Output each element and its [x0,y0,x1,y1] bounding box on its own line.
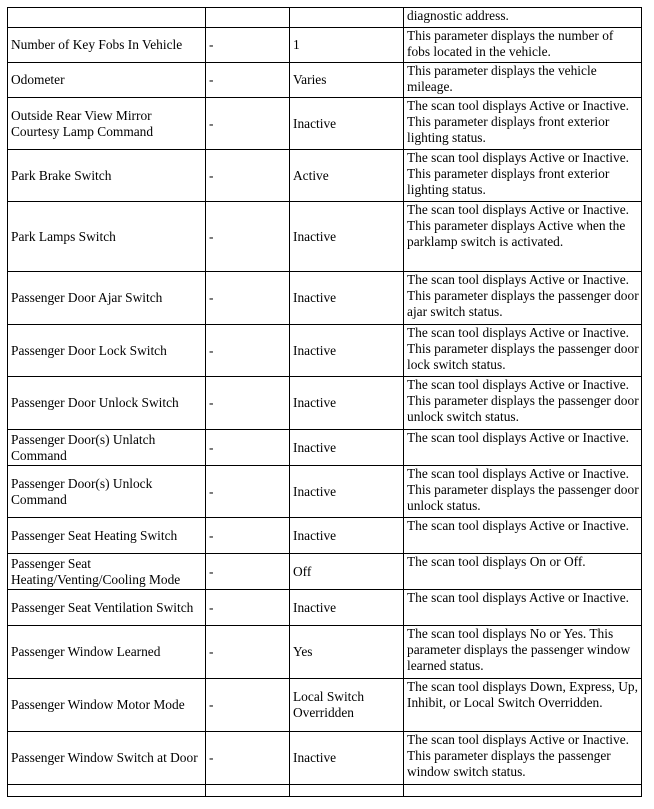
parameter-units-cell: - [206,590,290,626]
table-row [8,732,642,785]
parameter-description-cell: The scan tool displays On or Off. [404,554,642,590]
parameter-name-cell: Passenger Seat Ventilation Switch [8,590,206,626]
parameter-value-cell: Local Switch Overridden [290,679,404,732]
parameter-units-cell: - [206,554,290,590]
table-row [8,202,642,272]
parameter-description-cell: The scan tool displays Active or Inactive. This parameter displays the passenger door lock switch status. [404,325,642,377]
parameter-value-cell: Inactive [290,272,404,325]
parameter-name-cell: Passenger Window Switch at Door [8,732,206,785]
parameter-description-cell: The scan tool displays Active or Inactive. This parameter displays the passenger door unlock status. [404,466,642,518]
parameter-value-cell: Inactive [290,377,404,430]
table-row-continued [8,8,642,28]
table-row [8,466,642,518]
parameter-value-cell: Inactive [290,202,404,272]
parameter-name-cell: Passenger Seat Heating/Venting/Cooling Mode [8,554,206,590]
parameter-description-cell: The scan tool displays Active or Inactive. [404,518,642,554]
parameter-units-cell: - [206,325,290,377]
parameter-units-cell: - [206,150,290,202]
parameter-units-cell: - [206,28,290,63]
parameter-name-cell: Number of Key Fobs In Vehicle [8,28,206,63]
parameter-units-cell: - [206,518,290,554]
parameter-name-cell: Passenger Window Learned [8,626,206,679]
parameter-value-cell: Inactive [290,590,404,626]
parameter-value-cell: Inactive [290,325,404,377]
parameter-units-cell: - [206,98,290,150]
parameter-description-cell: The scan tool displays Active or Inactive. This parameter displays front exterior lighting status. [404,150,642,202]
table-row [8,272,642,325]
parameter-name-cell: Park Lamps Switch [8,202,206,272]
empty-cell [404,785,642,797]
parameter-units-cell: - [206,272,290,325]
empty-cell [8,785,206,797]
table-row [8,28,642,63]
parameter-description-cell: This parameter displays the vehicle mileage. [404,63,642,98]
table-row [8,626,642,679]
parameter-description-cell: The scan tool displays Active or Inactive. This parameter displays Active when the parklamp switch is activated. [404,202,642,272]
parameter-name-cell [8,8,206,28]
table-row [8,325,642,377]
parameter-table [7,7,642,797]
table-row [8,518,642,554]
parameter-name-cell: Passenger Seat Heating Switch [8,518,206,554]
empty-cell [290,785,404,797]
parameter-value-cell: Active [290,150,404,202]
parameter-value-cell: Inactive [290,98,404,150]
parameter-description-cell: The scan tool displays Down, Express, Up, Inhibit, or Local Switch Overridden. [404,679,642,732]
table-row [8,150,642,202]
parameter-value-cell: Inactive [290,732,404,785]
parameter-units-cell: - [206,679,290,732]
parameter-value-cell: Yes [290,626,404,679]
parameter-description-cell: The scan tool displays Active or Inactive. This parameter displays the passenger door unlock switch status. [404,377,642,430]
parameter-units-cell: - [206,732,290,785]
parameter-units-cell [206,8,290,28]
parameter-units-cell: - [206,430,290,466]
parameter-description-cell: The scan tool displays Active or Inactive. This parameter displays front exterior lighting status. [404,98,642,150]
parameter-value-cell: Inactive [290,430,404,466]
parameter-units-cell: - [206,202,290,272]
table-row [8,377,642,430]
parameter-description-cell: diagnostic address. [404,8,642,28]
parameter-units-cell: - [206,466,290,518]
parameter-name-cell: Odometer [8,63,206,98]
parameter-value-cell: 1 [290,28,404,63]
table-row [8,430,642,466]
table-row [8,554,642,590]
parameter-description-cell: The scan tool displays No or Yes. This parameter displays the passenger window learned status. [404,626,642,679]
parameter-name-cell: Passenger Window Motor Mode [8,679,206,732]
parameter-description-cell: The scan tool displays Active or Inactive. This parameter displays the passenger door ajar switch status. [404,272,642,325]
parameter-description-cell: The scan tool displays Active or Inactive. This parameter displays the passenger window switch status. [404,732,642,785]
parameter-units-cell: - [206,626,290,679]
parameter-name-cell: Outside Rear View Mirror Courtesy Lamp Command [8,98,206,150]
table-row [8,679,642,732]
parameter-units-cell: - [206,63,290,98]
parameter-value-cell: Off [290,554,404,590]
table-row [8,63,642,98]
table-row [8,98,642,150]
parameter-description-cell: The scan tool displays Active or Inactive. [404,590,642,626]
table-row [8,590,642,626]
parameter-table-body [8,8,642,797]
parameter-name-cell: Passenger Door(s) Unlock Command [8,466,206,518]
table-row-trailing [8,785,642,797]
parameter-value-cell: Inactive [290,466,404,518]
parameter-value-cell: Inactive [290,518,404,554]
parameter-value-cell: Varies [290,63,404,98]
parameter-name-cell: Park Brake Switch [8,150,206,202]
parameter-units-cell: - [206,377,290,430]
parameter-description-cell: This parameter displays the number of fobs located in the vehicle. [404,28,642,63]
parameter-value-cell [290,8,404,28]
parameter-name-cell: Passenger Door Lock Switch [8,325,206,377]
parameter-name-cell: Passenger Door(s) Unlatch Command [8,430,206,466]
empty-cell [206,785,290,797]
parameter-description-cell: The scan tool displays Active or Inactive. [404,430,642,466]
parameter-name-cell: Passenger Door Unlock Switch [8,377,206,430]
parameter-name-cell: Passenger Door Ajar Switch [8,272,206,325]
